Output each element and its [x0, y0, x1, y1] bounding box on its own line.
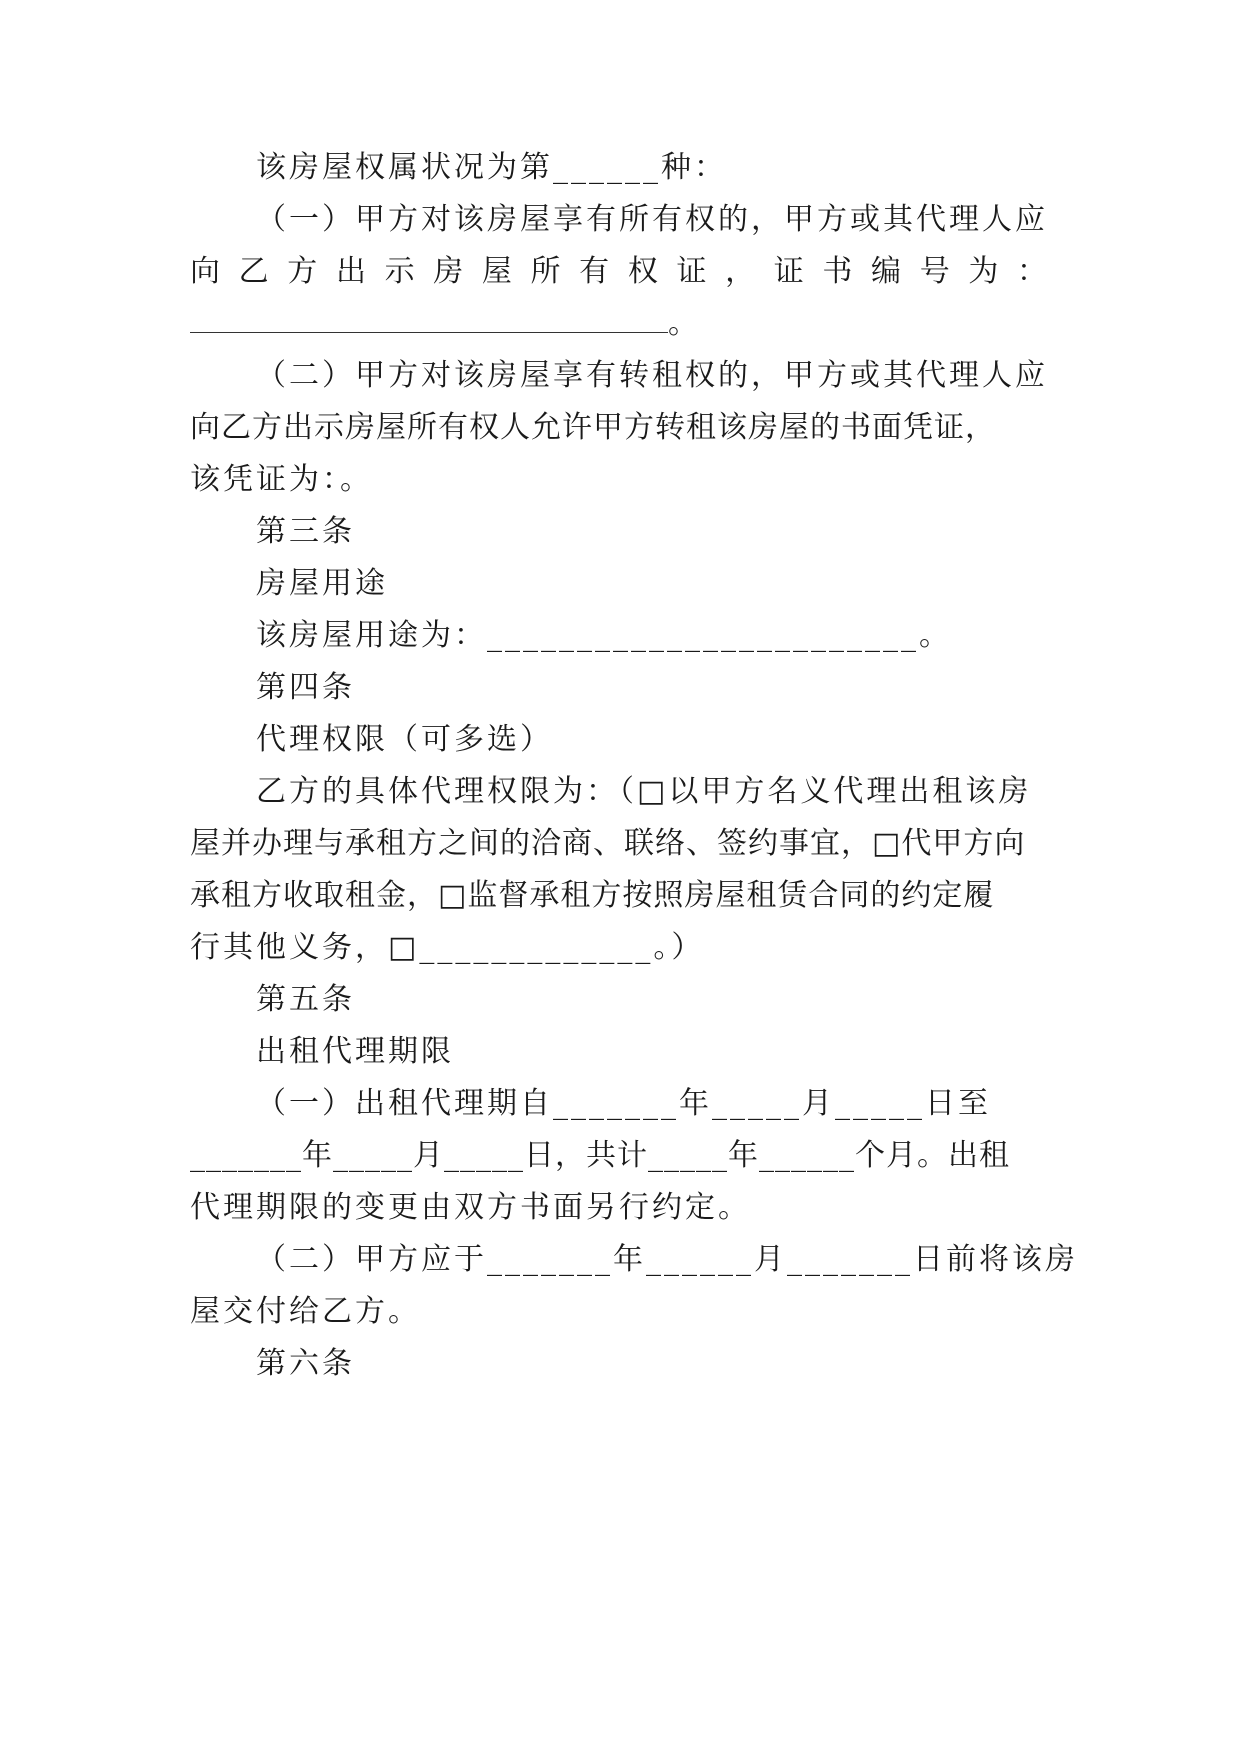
- article-3-title: 房屋用途: [256, 566, 388, 601]
- agency-scope-line-4: 行其他义务，□_____________。）: [190, 930, 705, 965]
- article-5-title: 出租代理期限: [256, 1034, 454, 1069]
- agency-period-line-1: （一）出租代理期自_______年_____月_____日至: [256, 1086, 991, 1121]
- agency-scope-line-3: 承租方收取租金，□监督承租方按照房屋租赁合同的约定履: [190, 878, 995, 913]
- article-5-heading: 第五条: [256, 982, 355, 1017]
- article-6-heading: 第六条: [256, 1346, 355, 1381]
- certificate-number-end: 。: [668, 306, 701, 341]
- certificate-number-line: [190, 304, 1050, 344]
- certificate-number-blank: [190, 304, 668, 333]
- house-use-line: 该房屋用途为：________________________。: [256, 618, 952, 653]
- article-4-title: 代理权限（可多选）: [256, 722, 553, 757]
- clause-ownership-line-2: 向乙方出示房屋所有权证，证书编号为：: [190, 254, 1050, 289]
- agency-period-line-2: _______年_____月_____日，共计_____年______个月。出租: [190, 1138, 1010, 1173]
- article-4-heading: 第四条: [256, 670, 355, 705]
- clause-ownership-line-1: （一）甲方对该房屋享有所有权的，甲方或其代理人应: [256, 202, 1048, 237]
- article-3-heading: 第三条: [256, 514, 355, 549]
- agency-period-line-3: 代理期限的变更由双方书面另行约定。: [190, 1190, 751, 1225]
- agency-scope-line-1: 乙方的具体代理权限为：（□以甲方名义代理出租该房: [256, 774, 1032, 809]
- agency-scope-line-2: 屋并办理与承租方之间的洽商、联络、签约事宜，□代甲方向: [190, 826, 1026, 861]
- ownership-status-line: 该房屋权属状况为第______种：: [256, 150, 727, 185]
- clause-sublease-line-1: （二）甲方对该房屋享有转租权的，甲方或其代理人应: [256, 358, 1048, 393]
- handover-line-2: 屋交付给乙方。: [190, 1294, 421, 1329]
- clause-sublease-line-2: 向乙方出示房屋所有权人允许甲方转租该房屋的书面凭证，: [190, 410, 996, 445]
- clause-sublease-line-3: 该凭证为：。: [190, 462, 373, 497]
- handover-line-1: （二）甲方应于_______年______月_______日前将该房: [256, 1242, 1078, 1277]
